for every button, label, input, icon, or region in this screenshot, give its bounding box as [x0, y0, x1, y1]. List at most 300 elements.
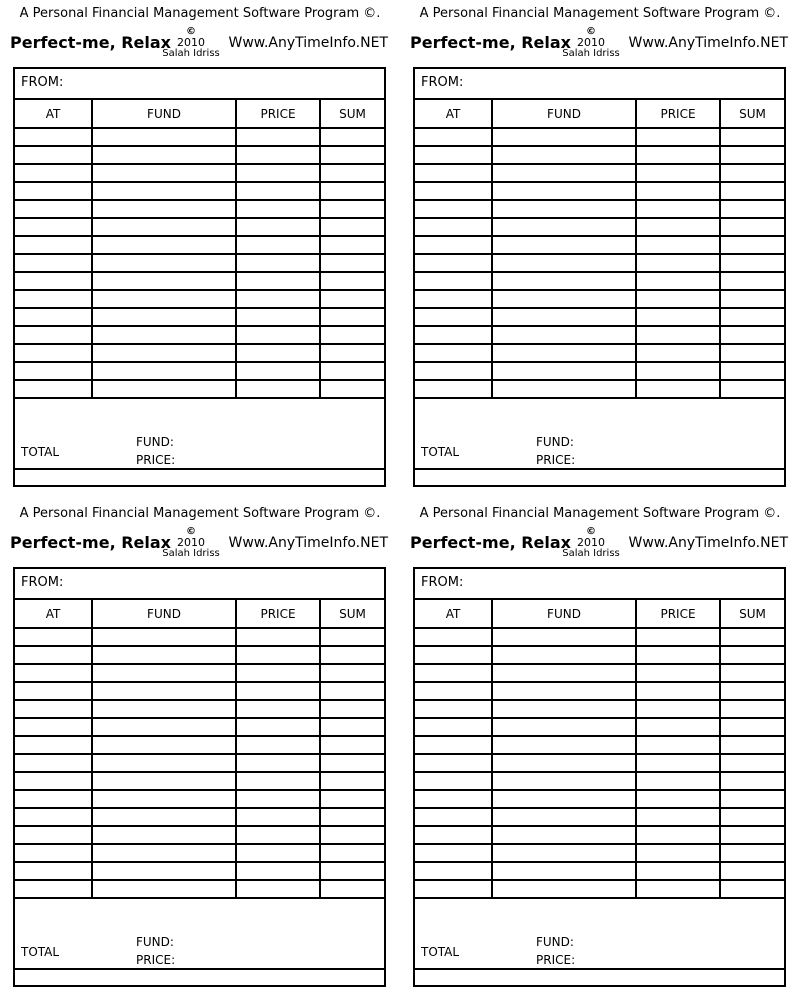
cell-sum[interactable]: [320, 790, 384, 808]
cell-price[interactable]: [236, 164, 320, 182]
brand-name: Perfect-me, Relax: [10, 533, 171, 552]
cell-at[interactable]: [15, 236, 92, 254]
cell-sum[interactable]: [320, 236, 384, 254]
cell-at[interactable]: [15, 808, 92, 826]
cell-fund[interactable]: [492, 362, 636, 380]
cell-at[interactable]: [415, 254, 492, 272]
cell-sum[interactable]: [320, 826, 384, 844]
table-row: [415, 790, 784, 808]
cell-at[interactable]: [15, 790, 92, 808]
cell-price[interactable]: [236, 254, 320, 272]
cell-price[interactable]: [236, 844, 320, 862]
cell-at[interactable]: [415, 754, 492, 772]
cell-fund[interactable]: [92, 362, 236, 380]
cell-sum[interactable]: [720, 200, 784, 218]
cell-price[interactable]: [636, 682, 720, 700]
table-row: [15, 880, 384, 898]
table-header-row: [415, 99, 784, 128]
cell-price[interactable]: [236, 880, 320, 898]
cell-fund[interactable]: [492, 628, 636, 646]
cell-at[interactable]: [15, 646, 92, 664]
cell-price[interactable]: [636, 128, 720, 146]
cell-price[interactable]: [636, 308, 720, 326]
table-row: [15, 272, 384, 290]
cell-fund[interactable]: [92, 736, 236, 754]
cell-price[interactable]: [236, 754, 320, 772]
cell-fund[interactable]: [492, 200, 636, 218]
cell-at[interactable]: [15, 826, 92, 844]
cell-price[interactable]: [236, 646, 320, 664]
table-row: [415, 290, 784, 308]
cell-fund[interactable]: [492, 380, 636, 398]
cell-at[interactable]: [15, 772, 92, 790]
cell-price[interactable]: [236, 718, 320, 736]
copyright-icon: ©: [586, 526, 596, 537]
cell-fund[interactable]: [92, 844, 236, 862]
cell-price[interactable]: [236, 682, 320, 700]
copyright-block: [556, 26, 626, 59]
cell-at[interactable]: [415, 344, 492, 362]
cell-sum[interactable]: [720, 844, 784, 862]
table-row: [415, 200, 784, 218]
cell-at[interactable]: [415, 218, 492, 236]
cell-sum[interactable]: [720, 736, 784, 754]
cell-at[interactable]: [15, 182, 92, 200]
cell-at[interactable]: [15, 326, 92, 344]
cell-sum[interactable]: [320, 272, 384, 290]
tagline: A Personal Financial Management Software Program ©.: [419, 506, 781, 521]
table-row: [415, 182, 784, 200]
cell-price[interactable]: [636, 290, 720, 308]
cell-price[interactable]: [636, 844, 720, 862]
cell-price[interactable]: [236, 218, 320, 236]
cell-fund[interactable]: [92, 326, 236, 344]
cell-sum[interactable]: [720, 664, 784, 682]
total-fund-label: FUND:: [136, 435, 174, 449]
cell-price[interactable]: [236, 272, 320, 290]
cell-sum[interactable]: [320, 844, 384, 862]
cell-fund[interactable]: [92, 344, 236, 362]
cell-at[interactable]: [415, 164, 492, 182]
cell-price[interactable]: [636, 200, 720, 218]
table-row: [415, 880, 784, 898]
table-row: [415, 146, 784, 164]
cell-sum[interactable]: [720, 808, 784, 826]
cell-price[interactable]: [236, 826, 320, 844]
cell-sum[interactable]: [320, 290, 384, 308]
cell-at[interactable]: [15, 254, 92, 272]
cell-at[interactable]: [15, 200, 92, 218]
cell-at[interactable]: [415, 664, 492, 682]
cell-sum[interactable]: [320, 182, 384, 200]
cell-at[interactable]: [15, 682, 92, 700]
cell-at[interactable]: [15, 164, 92, 182]
table-row: [415, 628, 784, 646]
cell-price[interactable]: [636, 146, 720, 164]
cell-at[interactable]: [415, 146, 492, 164]
cell-at[interactable]: [415, 380, 492, 398]
cell-sum[interactable]: [720, 308, 784, 326]
cell-at[interactable]: [15, 272, 92, 290]
table-row: [415, 808, 784, 826]
cell-price[interactable]: [236, 326, 320, 344]
cell-sum[interactable]: [320, 380, 384, 398]
cell-price[interactable]: [636, 718, 720, 736]
cell-at[interactable]: [415, 862, 492, 880]
cell-price[interactable]: [636, 362, 720, 380]
cell-price[interactable]: [636, 736, 720, 754]
cell-price[interactable]: [636, 754, 720, 772]
cell-fund[interactable]: [492, 718, 636, 736]
cell-price[interactable]: [236, 628, 320, 646]
cell-sum[interactable]: [720, 772, 784, 790]
cell-sum[interactable]: [720, 790, 784, 808]
cell-fund[interactable]: [492, 808, 636, 826]
cell-fund[interactable]: [492, 754, 636, 772]
cell-price[interactable]: [636, 254, 720, 272]
total-label: TOTAL: [21, 445, 60, 459]
cell-sum[interactable]: [720, 218, 784, 236]
table-row: [415, 700, 784, 718]
cell-at[interactable]: [15, 628, 92, 646]
cell-price[interactable]: [636, 236, 720, 254]
cell-at[interactable]: [15, 700, 92, 718]
cell-sum[interactable]: [720, 164, 784, 182]
cell-price[interactable]: [636, 628, 720, 646]
cell-sum[interactable]: [720, 326, 784, 344]
cell-sum[interactable]: [320, 754, 384, 772]
cell-fund[interactable]: [92, 754, 236, 772]
cell-fund[interactable]: [92, 790, 236, 808]
cell-sum[interactable]: [720, 254, 784, 272]
cell-fund[interactable]: [92, 380, 236, 398]
cell-sum[interactable]: [320, 326, 384, 344]
cell-at[interactable]: [415, 844, 492, 862]
cell-at[interactable]: [15, 880, 92, 898]
cell-sum[interactable]: [320, 664, 384, 682]
cell-sum[interactable]: [720, 236, 784, 254]
from-row[interactable]: [415, 569, 784, 600]
table-row: [415, 844, 784, 862]
cell-at[interactable]: [15, 380, 92, 398]
column-header-fund: FUND: [492, 99, 636, 128]
cell-fund[interactable]: [92, 646, 236, 664]
cell-price[interactable]: [636, 880, 720, 898]
cell-at[interactable]: [415, 272, 492, 290]
cell-price[interactable]: [236, 290, 320, 308]
cell-sum[interactable]: [720, 182, 784, 200]
cell-price[interactable]: [636, 808, 720, 826]
cell-at[interactable]: [15, 664, 92, 682]
cell-price[interactable]: [636, 646, 720, 664]
column-header-sum: SUM: [320, 599, 384, 628]
cell-at[interactable]: [15, 754, 92, 772]
cell-at[interactable]: [415, 628, 492, 646]
cell-at[interactable]: [15, 844, 92, 862]
cell-price[interactable]: [236, 380, 320, 398]
cell-at[interactable]: [415, 128, 492, 146]
cell-fund[interactable]: [92, 808, 236, 826]
cell-sum[interactable]: [320, 308, 384, 326]
cell-price[interactable]: [236, 362, 320, 380]
cell-price[interactable]: [636, 272, 720, 290]
brand-name: Perfect-me, Relax: [410, 533, 571, 552]
cell-at[interactable]: [415, 290, 492, 308]
cell-sum[interactable]: [720, 646, 784, 664]
total-section: [15, 432, 384, 470]
cell-fund[interactable]: [492, 880, 636, 898]
cell-at[interactable]: [415, 826, 492, 844]
cell-fund[interactable]: [492, 736, 636, 754]
cell-at[interactable]: [415, 326, 492, 344]
cell-sum[interactable]: [720, 362, 784, 380]
cell-price[interactable]: [236, 790, 320, 808]
cell-sum[interactable]: [320, 772, 384, 790]
cell-fund[interactable]: [492, 146, 636, 164]
cell-at[interactable]: [415, 646, 492, 664]
cell-fund[interactable]: [492, 862, 636, 880]
from-row[interactable]: [415, 69, 784, 100]
cell-at[interactable]: [415, 772, 492, 790]
cell-price[interactable]: [636, 380, 720, 398]
cell-price[interactable]: [636, 344, 720, 362]
cell-sum[interactable]: [320, 880, 384, 898]
cell-fund[interactable]: [492, 236, 636, 254]
table-row: [415, 218, 784, 236]
cell-price[interactable]: [236, 182, 320, 200]
table-row: [415, 308, 784, 326]
cell-price[interactable]: [236, 236, 320, 254]
cell-price[interactable]: [236, 664, 320, 682]
cell-fund[interactable]: [92, 128, 236, 146]
cell-price[interactable]: [236, 146, 320, 164]
cell-fund[interactable]: [92, 862, 236, 880]
table-row: [415, 754, 784, 772]
cell-at[interactable]: [15, 128, 92, 146]
cell-price[interactable]: [636, 664, 720, 682]
cell-fund[interactable]: [492, 682, 636, 700]
cell-fund[interactable]: [92, 164, 236, 182]
cell-fund[interactable]: [492, 844, 636, 862]
cell-sum[interactable]: [720, 380, 784, 398]
table-row: [15, 700, 384, 718]
table-row: [15, 790, 384, 808]
cell-sum[interactable]: [320, 218, 384, 236]
table-row: [15, 164, 384, 182]
cell-fund[interactable]: [92, 826, 236, 844]
table-row: [15, 862, 384, 880]
cell-price[interactable]: [636, 326, 720, 344]
cell-price[interactable]: [236, 862, 320, 880]
table-row: [15, 628, 384, 646]
cell-fund[interactable]: [92, 272, 236, 290]
cell-price[interactable]: [236, 128, 320, 146]
column-header-sum: SUM: [720, 599, 784, 628]
cell-price[interactable]: [636, 790, 720, 808]
cell-fund[interactable]: [492, 344, 636, 362]
cell-price[interactable]: [636, 700, 720, 718]
cell-at[interactable]: [415, 880, 492, 898]
cell-sum[interactable]: [320, 736, 384, 754]
cell-sum[interactable]: [720, 628, 784, 646]
cell-at[interactable]: [15, 218, 92, 236]
cell-sum[interactable]: [320, 362, 384, 380]
column-header-price: PRICE: [636, 599, 720, 628]
cell-fund[interactable]: [92, 254, 236, 272]
cell-sum[interactable]: [320, 164, 384, 182]
cell-sum[interactable]: [720, 880, 784, 898]
column-header-at: AT: [415, 599, 492, 628]
cell-fund[interactable]: [492, 790, 636, 808]
cell-sum[interactable]: [320, 718, 384, 736]
cell-fund[interactable]: [492, 646, 636, 664]
cell-fund[interactable]: [92, 664, 236, 682]
cell-price[interactable]: [236, 700, 320, 718]
cell-sum[interactable]: [320, 128, 384, 146]
cell-fund[interactable]: [492, 700, 636, 718]
cell-fund[interactable]: [92, 308, 236, 326]
cell-at[interactable]: [415, 718, 492, 736]
cell-fund[interactable]: [492, 254, 636, 272]
cell-fund[interactable]: [92, 290, 236, 308]
tagline: A Personal Financial Management Software Program ©.: [419, 6, 781, 21]
copyright-year: 2010: [177, 536, 205, 549]
cell-fund[interactable]: [92, 218, 236, 236]
website-url: Www.AnyTimeInfo.NET: [228, 35, 388, 51]
cell-at[interactable]: [15, 362, 92, 380]
cell-price[interactable]: [636, 772, 720, 790]
from-row[interactable]: [15, 569, 384, 600]
total-price-label: PRICE:: [536, 453, 576, 467]
cell-sum[interactable]: [320, 700, 384, 718]
cell-fund[interactable]: [492, 308, 636, 326]
column-header-price: PRICE: [236, 599, 320, 628]
cell-fund[interactable]: [492, 326, 636, 344]
cell-price[interactable]: [636, 218, 720, 236]
cell-fund[interactable]: [92, 682, 236, 700]
cell-fund[interactable]: [92, 628, 236, 646]
cell-sum[interactable]: [720, 700, 784, 718]
cell-price[interactable]: [236, 772, 320, 790]
cell-at[interactable]: [15, 718, 92, 736]
from-row[interactable]: [15, 69, 384, 100]
cell-at[interactable]: [15, 308, 92, 326]
column-header-fund: FUND: [492, 599, 636, 628]
cell-sum[interactable]: [320, 682, 384, 700]
cell-sum[interactable]: [720, 146, 784, 164]
cell-fund[interactable]: [92, 236, 236, 254]
website-url: Www.AnyTimeInfo.NET: [628, 35, 788, 51]
cell-fund[interactable]: [492, 182, 636, 200]
copyright-icon: ©: [186, 526, 196, 537]
cell-sum[interactable]: [320, 862, 384, 880]
cell-at[interactable]: [15, 862, 92, 880]
cell-fund[interactable]: [92, 182, 236, 200]
cell-price[interactable]: [636, 182, 720, 200]
column-header-sum: SUM: [320, 99, 384, 128]
cell-sum[interactable]: [720, 272, 784, 290]
copyright-block: [556, 526, 626, 559]
cell-at[interactable]: [415, 808, 492, 826]
cell-fund[interactable]: [92, 718, 236, 736]
cell-sum[interactable]: [720, 718, 784, 736]
cell-price[interactable]: [236, 736, 320, 754]
cell-at[interactable]: [415, 200, 492, 218]
cell-at[interactable]: [15, 290, 92, 308]
cell-fund[interactable]: [92, 200, 236, 218]
cell-at[interactable]: [15, 344, 92, 362]
cell-sum[interactable]: [720, 682, 784, 700]
table-row: [415, 254, 784, 272]
cell-at[interactable]: [415, 736, 492, 754]
cell-sum[interactable]: [320, 200, 384, 218]
cell-price[interactable]: [236, 200, 320, 218]
cell-sum[interactable]: [320, 646, 384, 664]
cell-fund[interactable]: [92, 880, 236, 898]
cell-fund[interactable]: [492, 272, 636, 290]
cell-sum[interactable]: [720, 290, 784, 308]
total-price-label: PRICE:: [536, 953, 576, 967]
cell-at[interactable]: [415, 700, 492, 718]
total-label: TOTAL: [421, 445, 460, 459]
cell-sum[interactable]: [720, 754, 784, 772]
cell-fund[interactable]: [492, 290, 636, 308]
cell-fund[interactable]: [92, 772, 236, 790]
cell-fund[interactable]: [492, 164, 636, 182]
column-header-price: PRICE: [236, 99, 320, 128]
cell-fund[interactable]: [492, 826, 636, 844]
cell-sum[interactable]: [320, 628, 384, 646]
cell-price[interactable]: [636, 164, 720, 182]
form-panel: [410, 500, 790, 990]
cell-at[interactable]: [415, 236, 492, 254]
cell-fund[interactable]: [492, 664, 636, 682]
cell-at[interactable]: [15, 736, 92, 754]
table-row: [415, 362, 784, 380]
cell-fund[interactable]: [492, 218, 636, 236]
cell-at[interactable]: [15, 146, 92, 164]
cell-fund[interactable]: [492, 772, 636, 790]
cell-sum[interactable]: [720, 128, 784, 146]
cell-at[interactable]: [415, 308, 492, 326]
cell-price[interactable]: [636, 826, 720, 844]
cell-fund[interactable]: [492, 128, 636, 146]
cell-at[interactable]: [415, 790, 492, 808]
cell-sum[interactable]: [320, 146, 384, 164]
cell-price[interactable]: [236, 808, 320, 826]
table-header-row: [15, 599, 384, 628]
cell-sum[interactable]: [320, 254, 384, 272]
cell-sum[interactable]: [720, 862, 784, 880]
cell-fund[interactable]: [92, 146, 236, 164]
cell-at[interactable]: [415, 182, 492, 200]
column-header-at: AT: [15, 599, 92, 628]
cell-fund[interactable]: [92, 700, 236, 718]
entry-sheet: [13, 567, 386, 987]
cell-price[interactable]: [236, 344, 320, 362]
cell-sum[interactable]: [320, 808, 384, 826]
cell-price[interactable]: [636, 862, 720, 880]
table-row: [415, 682, 784, 700]
cell-sum[interactable]: [720, 826, 784, 844]
cell-at[interactable]: [415, 362, 492, 380]
cell-at[interactable]: [415, 682, 492, 700]
cell-sum[interactable]: [720, 344, 784, 362]
cell-price[interactable]: [236, 308, 320, 326]
entry-table: [415, 598, 784, 899]
cell-sum[interactable]: [320, 344, 384, 362]
table-row: [415, 718, 784, 736]
